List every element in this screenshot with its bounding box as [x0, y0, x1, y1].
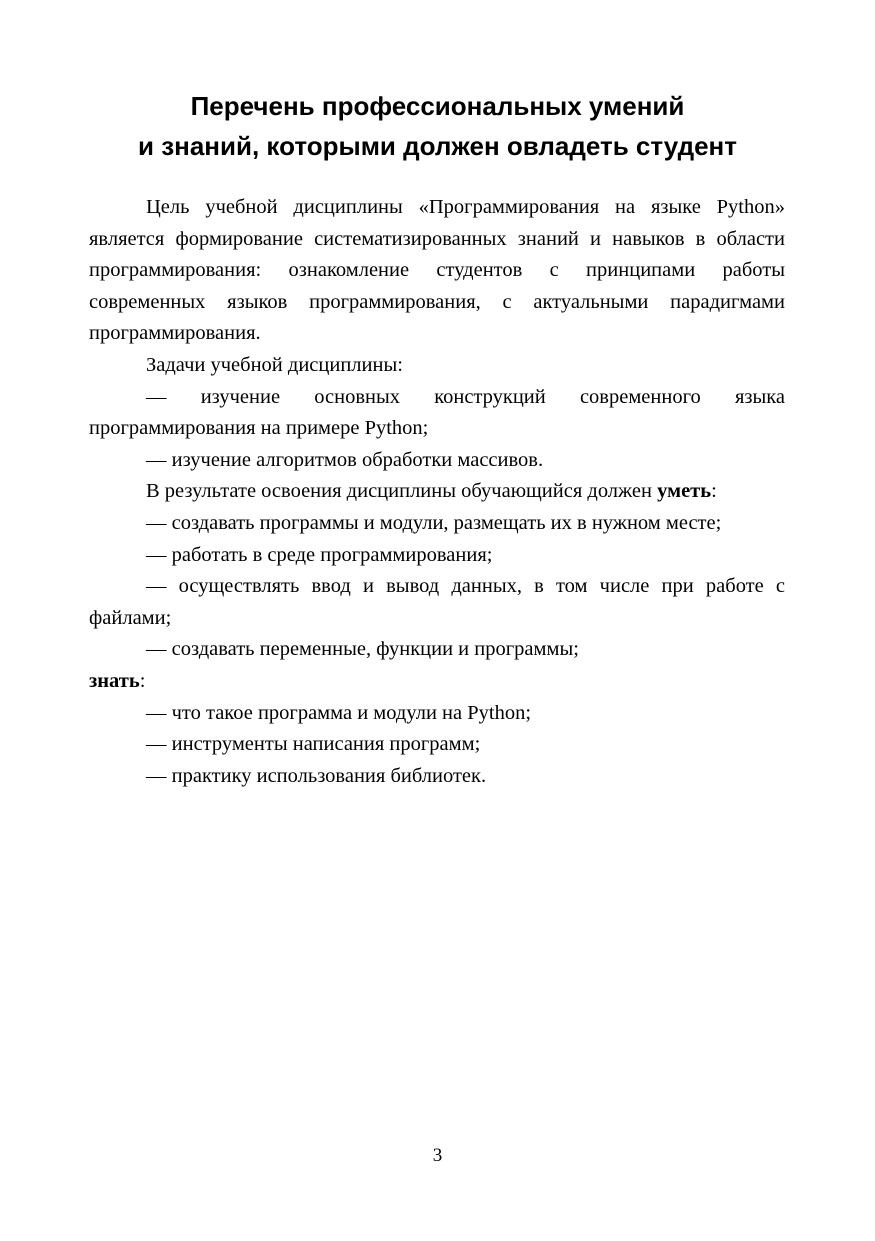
skills-label: уметь — [657, 480, 712, 503]
skill-item: — создавать программы и модули, размещать их в нужном месте; — [146, 511, 722, 534]
knowledge-colon: : — [139, 669, 146, 692]
knowledge-item: — инструменты написания программ; — [146, 733, 481, 756]
tasks-heading: Задачи учебной дисциплины: — [146, 353, 403, 376]
result-intro-paragraph — [89, 476, 785, 508]
document-body — [89, 192, 785, 792]
knowledge-heading — [89, 666, 785, 698]
page-title-line-2: и знаний, которыми должен овладеть студент — [138, 131, 737, 161]
page-title-line-1: Перечень профессиональных умений — [190, 91, 685, 121]
page-title — [60, 86, 815, 166]
skill-item: — создавать переменные, функции и программы; — [146, 638, 579, 661]
task-item: — изучение основных конструкций современного языка программирования на примере Python; — [89, 385, 785, 440]
result-intro-text: В результате освоения дисциплины обучающийся должен — [146, 480, 653, 503]
page-number: 3 — [432, 1145, 443, 1166]
task-item: — изучение алгоритмов обработки массивов. — [146, 448, 544, 471]
skill-item: — осуществлять ввод и вывод данных, в том числе при работе с файлами; — [89, 575, 785, 629]
skill-item: — работать в среде программирования; — [146, 543, 493, 566]
knowledge-item: — что такое программа и модули на Python; — [146, 701, 532, 724]
goal-paragraph: Цель учебной дисциплины «Программирования на языке Python» является формирование систематизированных знаний и навыков в области программирования: ознакомление студентов с принципами работы современных языков программирования, с актуальными парадигмами программирования. — [89, 196, 785, 345]
skills-colon: : — [711, 480, 717, 503]
knowledge-item: — практику использования библиотек. — [146, 764, 487, 787]
knowledge-label: знать — [89, 669, 140, 692]
